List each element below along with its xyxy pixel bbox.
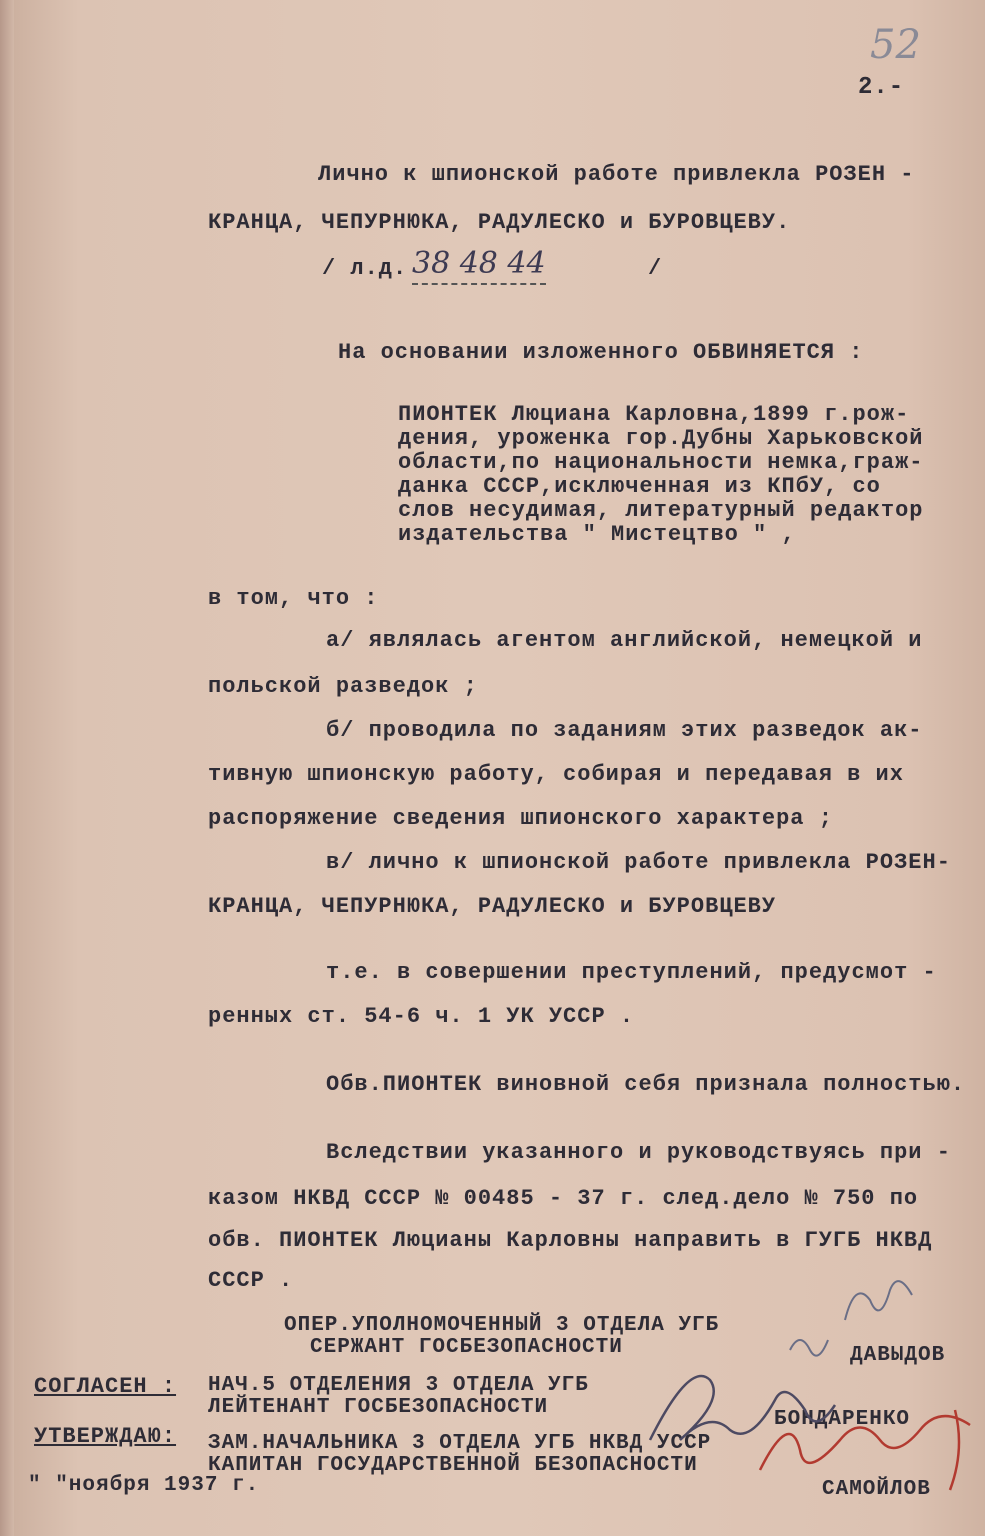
case-reference-prefix: / л.д. [322, 256, 408, 281]
folio-number: 52 [870, 22, 921, 68]
charge-item: в/ лично к шпионской работе привлекла РОЗЕН- [326, 850, 951, 875]
case-reference-suffix: / [648, 256, 663, 281]
resolution-line: СССР . [208, 1268, 294, 1293]
intro-line-2: КРАНЦА, ЧЕПУРНЮКА, РАДУЛЕСКО и БУРОВЦЕВУ. [208, 210, 791, 235]
accused-line: области,по национальности немка,граж- [398, 450, 924, 475]
charge-item: распоряжение сведения шпионского характера ; [208, 806, 833, 831]
agreed-label: СОГЛАСЕН : [34, 1374, 177, 1399]
page-spine-shadow [0, 0, 14, 1536]
page-number: 2.- [858, 74, 905, 101]
oper-title-line-2: СЕРЖАНТ ГОСБЕЗОПАСНОСТИ [310, 1336, 623, 1359]
accused-line: ПИОНТЕК Люциана Карловна,1899 г.рож- [398, 402, 910, 427]
charge-item: польской разведок ; [208, 674, 478, 699]
resolution-line: обв. ПИОНТЕК Люцианы Карловны направить в ГУГБ НКВД [208, 1228, 933, 1253]
crime-line-1: т.е. в совершении преступлений, предусмот - [326, 960, 937, 985]
approve-label: УТВЕРЖДАЮ: [34, 1424, 177, 1449]
charge-heading: На основании изложенного ОБВИНЯЕТСЯ : [338, 340, 864, 365]
accused-line: издательства " Мистецтво " , [398, 522, 796, 547]
charge-item: а/ являлась агентом английской, немецкой и [326, 628, 923, 653]
crime-line-2: ренных ст. 54-6 ч. 1 УК УССР . [208, 1004, 635, 1029]
resolution-line: казом НКВД СССР № 00485 - 37 г. след.дело № 750 по [208, 1186, 919, 1211]
charge-item: тивную шпионскую работу, собирая и передавая в их [208, 762, 904, 787]
accused-line: данка СССР,исключенная из КПбУ, со [398, 474, 881, 499]
oper-title-line-1: ОПЕР.УПОЛНОМОЧЕННЫЙ 3 ОТДЕЛА УГБ [284, 1314, 720, 1337]
intro-line-1: Лично к шпионской работе привлекла РОЗЕН - [318, 162, 915, 187]
admission-statement: Обв.ПИОНТЕК виновной себя признала полностью. [326, 1072, 966, 1097]
accused-line: дения, уроженка гор.Дубны Харьковской [398, 426, 924, 451]
approve-title-line-1: ЗАМ.НАЧАЛЬНИКА 3 ОТДЕЛА УГБ НКВД УССР [208, 1432, 712, 1455]
approve-title-line-2: КАПИТАН ГОСУДАРСТВЕННОЙ БЕЗОПАСНОСТИ [208, 1454, 698, 1477]
approve-name: САМОЙЛОВ [822, 1478, 931, 1501]
in-that-label: в том, что : [208, 586, 379, 611]
charge-item: б/ проводила по заданиям этих разведок ак- [326, 718, 923, 743]
document-date: " "ноября 1937 г. [28, 1474, 260, 1497]
agreed-title-line-2: ЛЕЙТЕНАНТ ГОСБЕЗОПАСНОСТИ [208, 1396, 549, 1419]
agreed-name: БОНДАРЕНКО [774, 1408, 911, 1431]
oper-name: ДАВЫДОВ [850, 1344, 946, 1367]
charge-item: КРАНЦА, ЧЕПУРНЮКА, РАДУЛЕСКО и БУРОВЦЕВУ [208, 894, 777, 919]
agreed-title-line-1: НАЧ.5 ОТДЕЛЕНИЯ 3 ОТДЕЛА УГБ [208, 1374, 589, 1397]
case-reference-handwritten: 38 48 44 [412, 246, 546, 285]
accused-line: слов несудимая, литературный редактор [398, 498, 924, 523]
resolution-line: Вследствии указанного и руководствуясь при - [326, 1140, 951, 1165]
